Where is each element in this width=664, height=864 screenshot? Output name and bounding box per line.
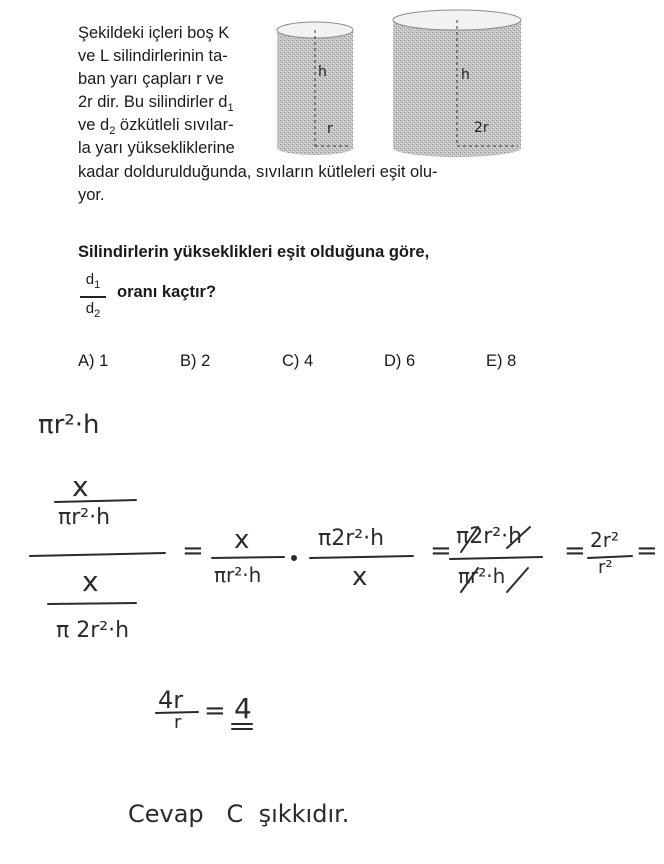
frac-den-letter: d [85, 299, 95, 317]
step2-numerator: π2r²·h [318, 526, 385, 551]
line4-text: 2r dir. Bu silindirler d [78, 93, 228, 111]
step3-numerator: π2r²·h [456, 524, 523, 549]
big-den-top: x [82, 565, 99, 598]
option-e[interactable]: E) 8 [486, 352, 517, 370]
volume-expression: πr²·h [38, 410, 100, 440]
frac-num-sub: 1 [94, 279, 101, 291]
line5-tail: özkütleli sıvılar- [115, 116, 234, 134]
cylinder-k [277, 22, 353, 155]
d1-subscript: 1 [227, 102, 234, 114]
equals-1: = [182, 536, 204, 566]
frac-den-sub: 2 [94, 307, 101, 320]
step3-denominator: πr²·h [458, 564, 506, 588]
problem-line-7: kadar doldurulduğunda, sıvıların kütleleri eşit olu- [78, 163, 438, 181]
step4-denominator: r² [598, 557, 613, 578]
d1-over-d2-fraction [80, 271, 106, 323]
option-c[interactable]: C) 4 [282, 352, 314, 370]
result-numerator: 4r [158, 686, 184, 714]
big-num-top: x [72, 470, 89, 503]
cyl-l-radius-label: 2r [474, 120, 489, 136]
problem-line-8: yor. [78, 186, 105, 204]
frac-num-letter: d [85, 271, 95, 288]
question-text: Silindirlerin yükseklikleri eşit olduğuna göre, [78, 243, 430, 261]
step1-numerator: x [234, 525, 250, 555]
problem-line-1: Şekildeki içleri boş K [78, 24, 230, 42]
frac-denominator [80, 300, 106, 323]
option-b[interactable]: B) 2 [180, 352, 211, 370]
d2-subscript: 2 [109, 125, 116, 137]
cyl-k-radius-label: r [327, 121, 333, 137]
frac-bar [80, 296, 106, 298]
cylinder-l [393, 10, 521, 157]
big-num-bottom: πr²·h [58, 505, 111, 530]
equals-3: = [564, 536, 586, 566]
problem-line-2: ve L silindirlerinin ta- [78, 47, 228, 65]
option-d[interactable]: D) 6 [384, 352, 416, 370]
frac-numerator [80, 271, 106, 294]
cyl-l-height-label: h [461, 67, 470, 83]
equals-4: = [636, 536, 658, 566]
result-value: 4 [234, 692, 252, 725]
option-a[interactable]: A) 1 [78, 352, 109, 370]
question-tail: oranı kaçtır? [117, 283, 217, 301]
step2-denominator: x [352, 562, 368, 592]
big-den-bottom: π 2r²·h [56, 618, 130, 643]
equals-2: = [430, 536, 452, 566]
step1-denominator: πr²·h [214, 563, 262, 587]
result-denominator: r [174, 712, 182, 733]
problem-line-3: ban yarı çapları r ve [78, 70, 224, 88]
step4-numerator: 2r² [590, 528, 619, 552]
result-equals: = [204, 696, 226, 726]
line5-text: ve d [78, 116, 110, 134]
cyl-k-height-label: h [318, 64, 327, 80]
problem-line-6: la yarı yüksekliklerine [78, 139, 235, 157]
answer-note: Cevap C şıkkıdır. [128, 800, 350, 828]
